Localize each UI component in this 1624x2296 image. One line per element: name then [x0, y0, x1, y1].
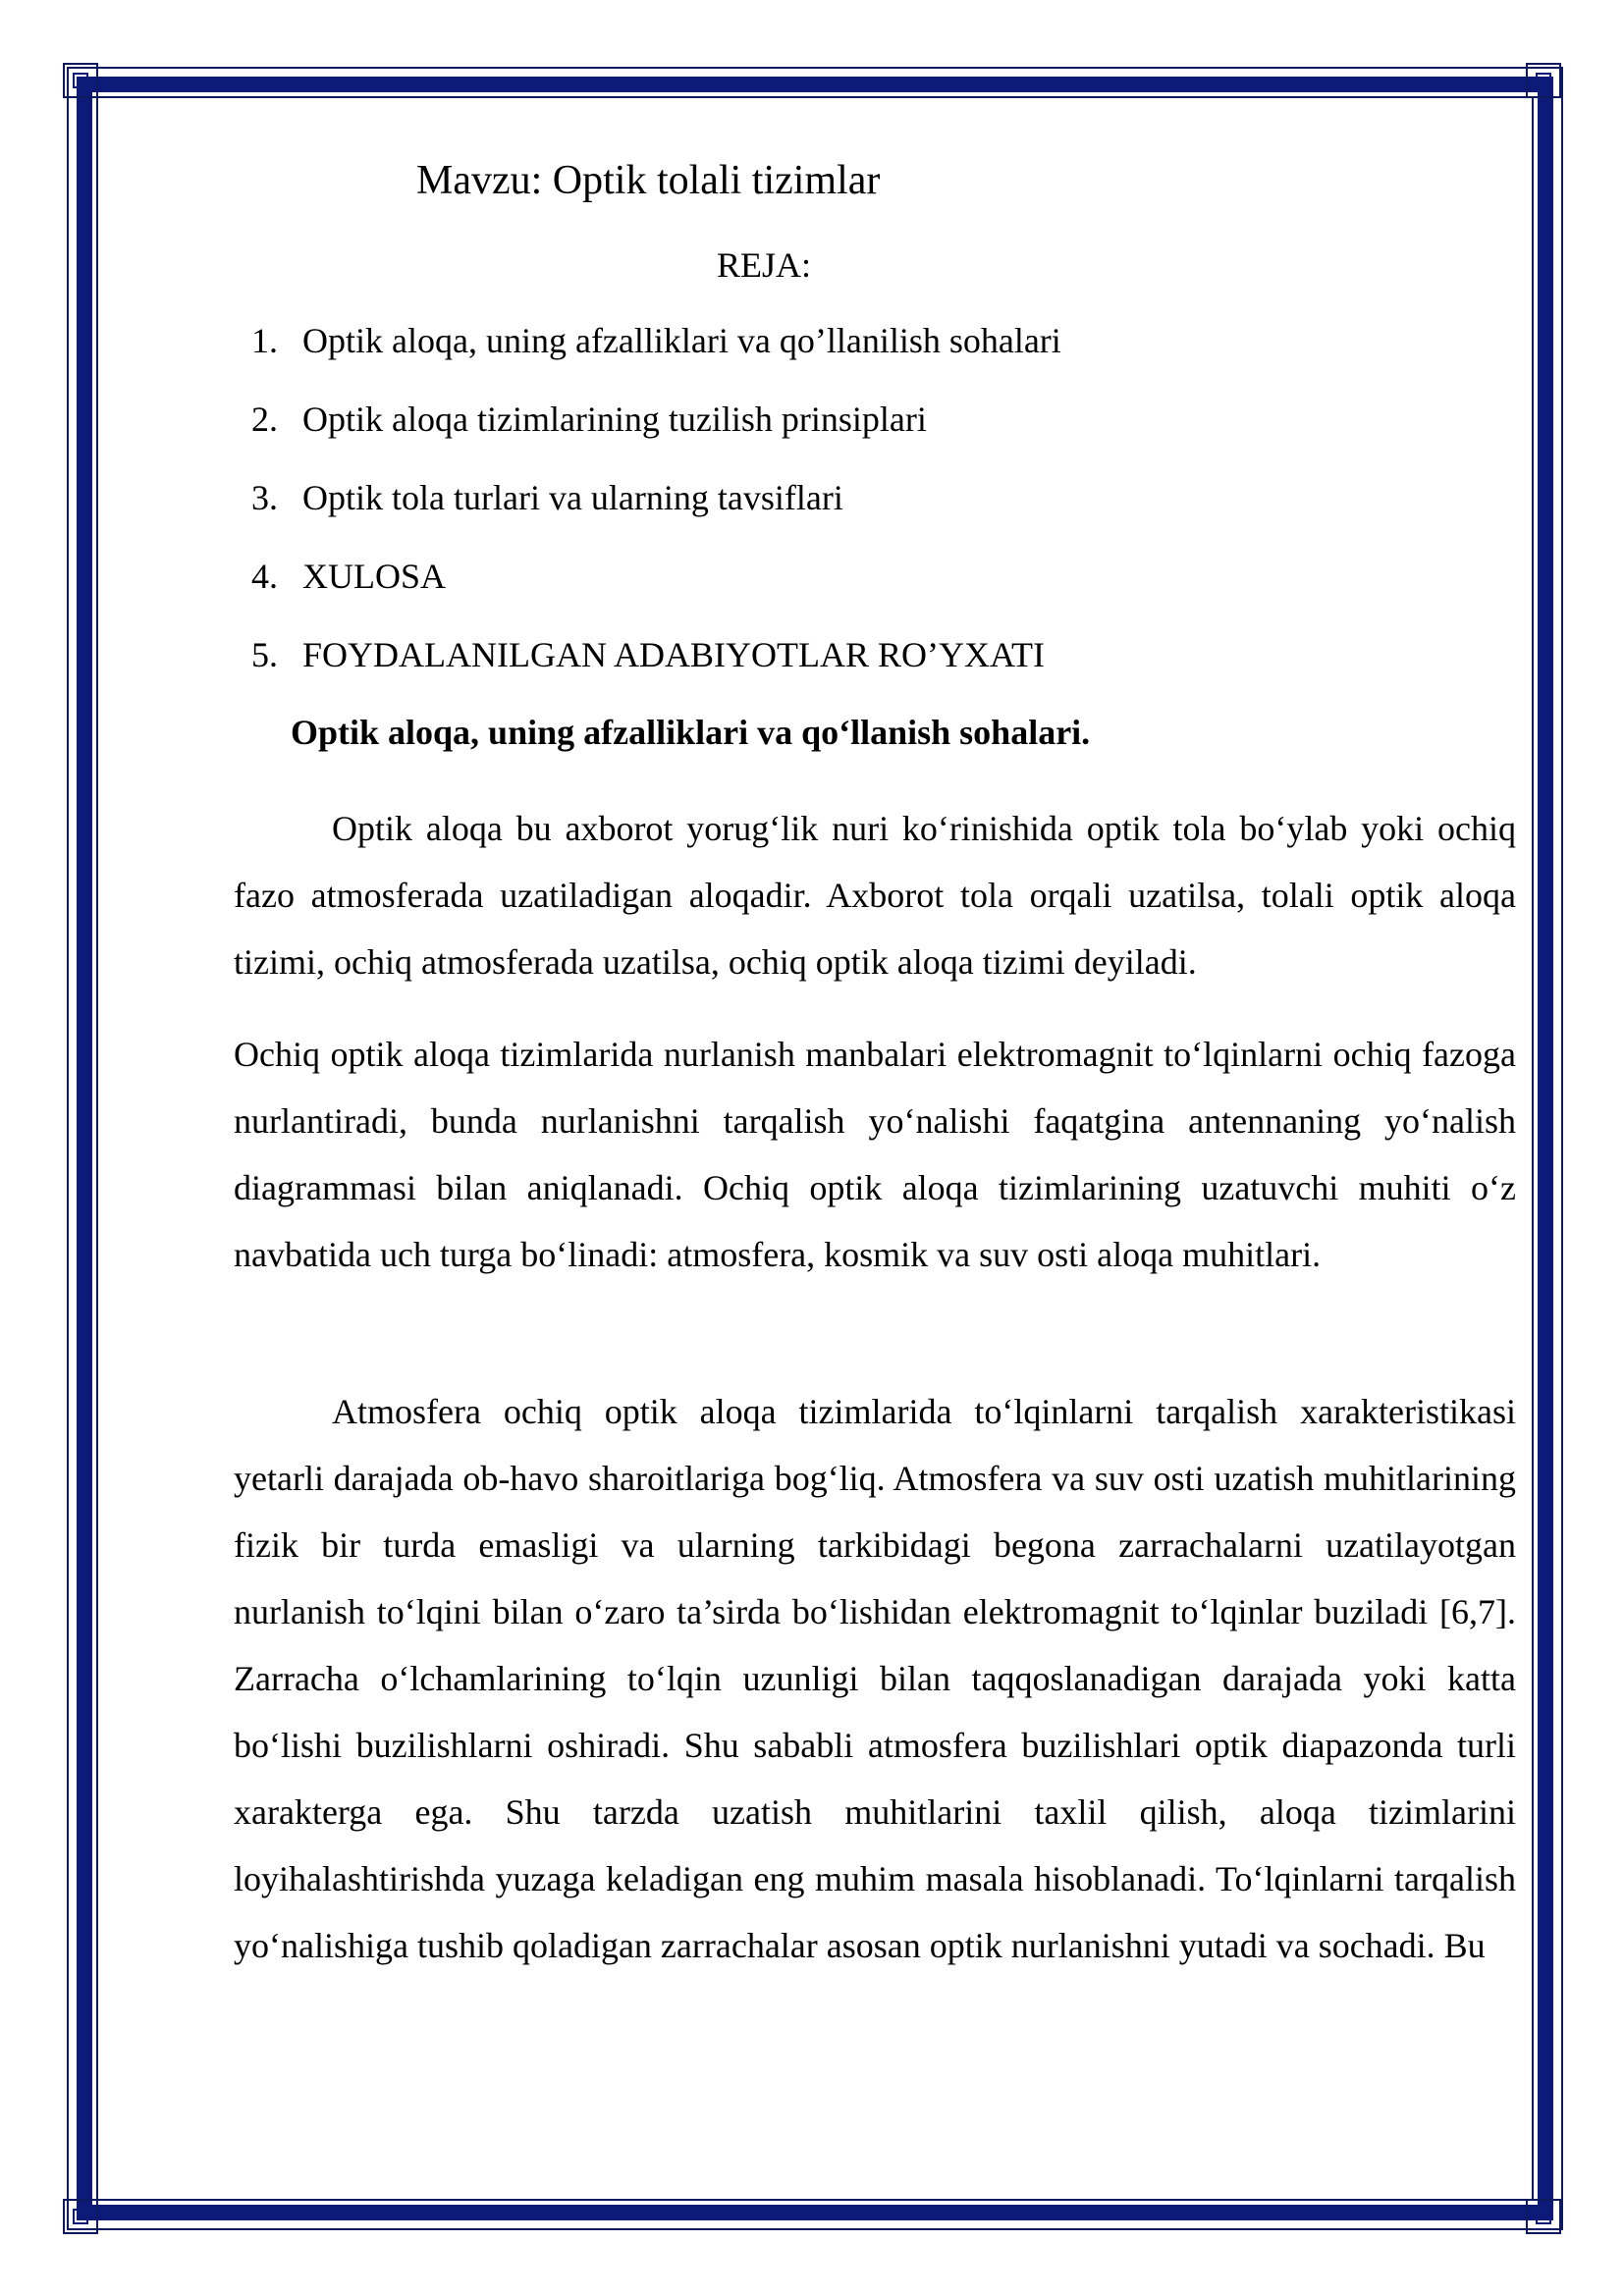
- border-corner-ornament: [1526, 2199, 1561, 2234]
- plan-item-number: 4.: [251, 557, 278, 596]
- body-paragraph: Optik aloqa bu axborot yorug‘lik nuri ko‘rinishida optik tola bo‘ylab yoki ochiq fazo atmosferada uzatiladigan aloqadir. Axborot tola orqali uzatilsa, tolali optik aloqa tizimi, ochiq atmosferada uzatilsa, ochiq optik aloqa tizimi deyiladi.: [234, 809, 1516, 982]
- plan-heading: REJA:: [717, 245, 812, 285]
- plan-item-number: 5.: [251, 635, 278, 674]
- plan-list: [251, 319, 1061, 712]
- plan-item-text: XULOSA: [302, 557, 447, 596]
- plan-item-number: 3.: [251, 478, 278, 517]
- border-corner-ornament: [63, 2199, 98, 2234]
- plan-item: [251, 555, 1061, 633]
- plan-item: [251, 398, 1061, 476]
- section-heading: Optik aloqa, uning afzalliklari va qo‘llanish sohalari.: [291, 713, 1091, 752]
- body-paragraph: Atmosfera ochiq optik aloqa tizimlarida to‘lqinlarni tarqalish xarakteristikasi yetarli darajada ob-havo sharoitlariga bog‘liq. Atmosfera va suv osti uzatish muhitlarining fizik bir turda emasligi va ularning tarkibidagi begona zarrachalarni uzatilayotgan nurlanish to‘lqini bilan o‘zaro ta’sirda bo‘lishidan elektromagnit to‘lqinlar buziladi [6,7]. Zarracha o‘lchamlarining to‘lqin uzunligi bilan taqqoslanadigan darajada yoki katta bo‘lishi buzilishlarni oshiradi. Shu sababli atmosfera buzilishlari optik diapazonda turli xarakterga ega. Shu tarzda uzatish muhitlarini taxlil qilish, aloqa tizimlarini loyihalashtirishda yuzaga keladigan eng muhim masala hisoblanadi. To‘lqinlarni tarqalish yo‘nalishiga tushib qoladigan zarrachalar asosan optik nurlanishni yutadi va sochadi. Bu: [234, 1392, 1516, 1965]
- plan-item: [251, 319, 1061, 398]
- body-paragraph: Ochiq optik aloqa tizimlarida nurlanish manbalari elektromagnit to‘lqinlarni ochiq fazoga nurlantiradi, bunda nurlanishni tarqalish yo‘nalishi faqatgina antennaning yo‘nalish diagrammasi bilan aniqlanadi. Ochiq optik aloqa tizimlarining uzatuvchi muhiti o‘z navbatida uch turga bo‘linadi: atmosfera, kosmik va suv osti aloqa muhitlari.: [234, 1035, 1516, 1274]
- plan-item-text: Optik aloqa tizimlarining tuzilish prinsiplari: [302, 400, 927, 439]
- border-corner-ornament: [1526, 63, 1561, 98]
- plan-item-text: Optik tola turlari va ularning tavsiflari: [302, 478, 843, 517]
- plan-item-text: FOYDALANILGAN ADABIYOTLAR RO’YXATI: [302, 635, 1045, 674]
- plan-item-number: 1.: [251, 321, 278, 360]
- plan-item: [251, 633, 1061, 712]
- plan-item-text: Optik aloqa, uning afzalliklari va qo’llanilish sohalari: [302, 321, 1061, 360]
- topic-title: Mavzu: Optik tolali tizimlar: [416, 158, 881, 203]
- plan-item: [251, 476, 1061, 555]
- border-corner-ornament: [63, 63, 98, 98]
- plan-item-number: 2.: [251, 400, 278, 439]
